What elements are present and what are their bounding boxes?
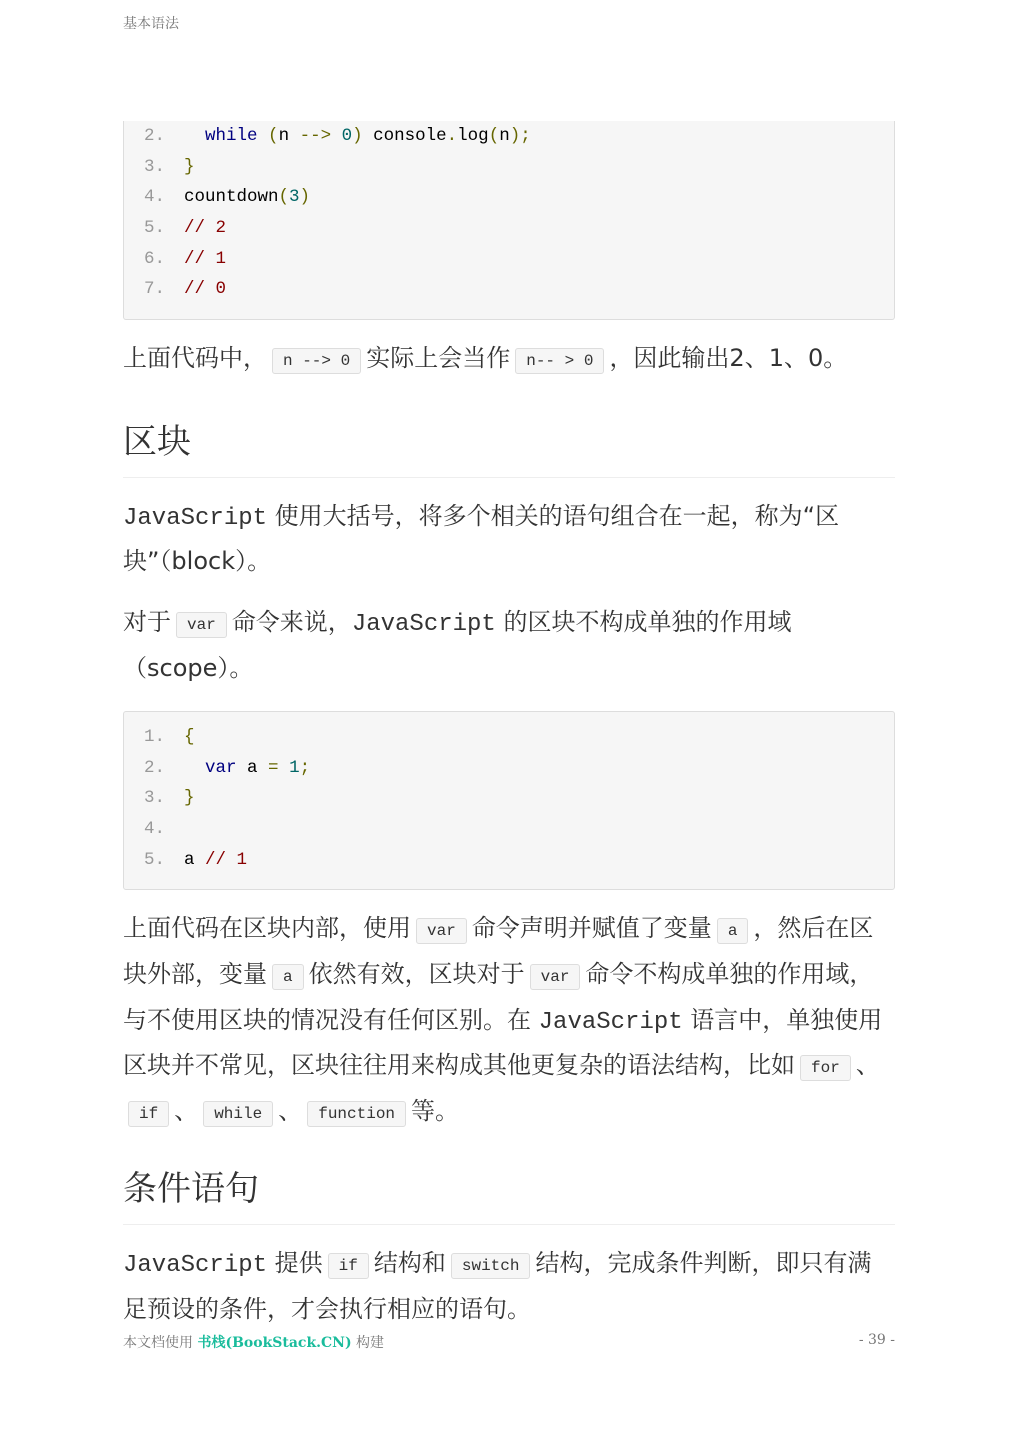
- text-span: JavaScript: [123, 505, 268, 532]
- code-line: [144, 182, 874, 213]
- code-token: -->: [299, 126, 332, 146]
- text-span: 依然有效，区块对于: [308, 960, 525, 989]
- line-number: 7.: [144, 279, 166, 300]
- code-token: countdown: [184, 187, 279, 208]
- inline-code: n-- > 0: [515, 348, 604, 374]
- code-token: a: [236, 757, 269, 778]
- inline-code: if: [128, 1101, 169, 1127]
- code-line: [144, 244, 874, 275]
- inline-code: function: [307, 1101, 406, 1127]
- code-token: [184, 758, 205, 778]
- paragraph: [123, 1242, 895, 1330]
- line-number: 1.: [144, 727, 166, 747]
- article-body: [123, 337, 895, 1330]
- line-number: 4.: [144, 187, 166, 208]
- running-header: 基本语法: [123, 16, 179, 32]
- code-line: [144, 814, 874, 845]
- footer-credit: [123, 1332, 384, 1352]
- inline-code: n --> 0: [272, 348, 361, 374]
- code-block-countdown: [123, 121, 895, 320]
- page-number: - 39 -: [858, 1332, 895, 1348]
- inline-code: switch: [451, 1253, 531, 1279]
- footer-prefix: 本文档使用: [123, 1335, 198, 1351]
- text-span: 、: [855, 1051, 880, 1080]
- line-number: 6.: [144, 248, 166, 269]
- text-span: 命令来说，: [231, 608, 352, 636]
- footer-suffix: 构建: [351, 1335, 385, 1351]
- code-token: [279, 758, 290, 778]
- code-token: (: [488, 126, 500, 146]
- code-token: ): [352, 126, 363, 146]
- code-block: [123, 711, 895, 890]
- inline-code: if: [328, 1253, 369, 1279]
- code-token: [331, 126, 342, 146]
- code-token: var: [205, 757, 237, 778]
- paragraph: [123, 337, 895, 383]
- text-span: 命令声明并赋值了变量: [471, 914, 712, 943]
- code-line: [144, 274, 874, 305]
- code-token: 1: [289, 757, 300, 778]
- line-number: 3.: [144, 788, 166, 809]
- code-token: }: [184, 156, 195, 177]
- line-number: 5.: [144, 849, 166, 870]
- code-token: n: [278, 126, 300, 146]
- code-token: .: [446, 126, 458, 146]
- code-token: =: [268, 757, 279, 778]
- code-token: while: [205, 126, 258, 146]
- paragraph: [123, 601, 895, 689]
- text-span: 上面代码中，: [123, 344, 267, 372]
- code-line: [144, 722, 874, 753]
- line-number: 2.: [144, 126, 166, 146]
- section-heading-conditional: 条件语句: [123, 1164, 895, 1225]
- text-span: 语言中，单独使用区块并不常见，区块往往用来构成其他更复杂的语法结构，比如: [123, 1006, 883, 1080]
- text-span: JavaScript: [538, 1009, 683, 1037]
- text-span: 实际上会当作: [366, 344, 511, 372]
- inline-code: var: [416, 918, 467, 944]
- line-number: 5.: [144, 218, 166, 239]
- inline-code: a: [717, 918, 749, 944]
- text-span: JavaScript: [123, 1252, 268, 1280]
- line-number: 2.: [144, 757, 166, 778]
- inline-code: for: [800, 1055, 851, 1081]
- code-token: }: [184, 788, 195, 809]
- code-token: // 0: [184, 279, 227, 300]
- code-token: );: [509, 126, 531, 146]
- inline-code: var: [176, 612, 227, 638]
- code-token: (: [268, 126, 279, 146]
- text-span: ，然后在区块外部，变量: [123, 914, 874, 989]
- inline-code: a: [272, 964, 304, 990]
- code-token: [184, 126, 205, 146]
- text-span: 结构，完成条件判断，即只有满足预设的条件，才会执行相应的语句。: [123, 1249, 872, 1324]
- code-token: ): [299, 187, 311, 208]
- inline-code: var: [530, 964, 581, 990]
- paragraph: [123, 495, 895, 582]
- text-span: 等。: [411, 1097, 460, 1126]
- code-line: [144, 152, 874, 183]
- code-token: // 2: [184, 218, 227, 239]
- code-token: ;: [299, 757, 311, 778]
- text-span: 、: [174, 1097, 199, 1126]
- text-span: JavaScript: [351, 611, 496, 638]
- text-span: 提供: [267, 1249, 323, 1278]
- code-line: [144, 845, 874, 876]
- text-span: 命令不构成单独的作用域，与不使用区块的情况没有任何区别。在: [123, 960, 874, 1035]
- code-token: // 1: [205, 849, 248, 870]
- code-token: // 1: [184, 248, 227, 269]
- code-token: 3: [289, 187, 300, 208]
- code-token: {: [184, 727, 195, 747]
- code-token: log: [457, 126, 489, 146]
- line-number: 3.: [144, 156, 166, 177]
- text-span: 上面代码在区块内部，使用: [123, 914, 411, 943]
- code-token: a: [184, 849, 206, 870]
- inline-code: while: [203, 1101, 273, 1127]
- paragraph: [123, 907, 895, 1136]
- code-token: console: [362, 126, 447, 146]
- code-line: [144, 121, 874, 152]
- section-heading-block: 区块: [123, 417, 895, 478]
- code-line: [144, 213, 874, 244]
- code-token: (: [278, 187, 290, 208]
- code-token: 0: [341, 126, 353, 146]
- bookstack-link[interactable]: 书栈(BookStack.CN): [197, 1335, 352, 1351]
- text-span: 、: [278, 1097, 303, 1126]
- code-line: [144, 753, 874, 784]
- code-token: n: [499, 126, 510, 146]
- text-span: ，因此输出2、1、0。: [609, 344, 848, 372]
- code-token: [258, 126, 269, 146]
- code-block: [123, 121, 895, 320]
- text-span: 的区块不构成单独的作用域（scope）。: [123, 608, 792, 682]
- text-span: 结构和: [373, 1249, 446, 1278]
- text-span: 对于: [123, 608, 171, 636]
- text-span: 使用大括号，将多个相关的语句组合在一起，称为“区块”（block）。: [123, 502, 840, 575]
- code-line: [144, 783, 874, 814]
- line-number: 4.: [144, 819, 166, 840]
